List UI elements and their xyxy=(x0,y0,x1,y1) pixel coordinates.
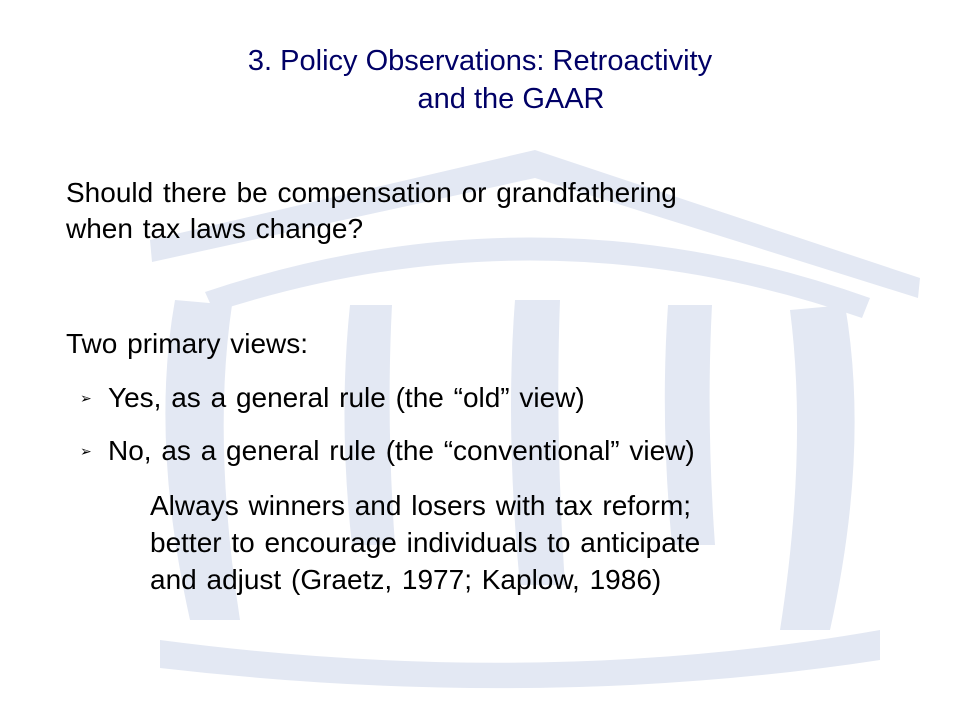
views-heading: Two primary views: xyxy=(66,328,309,359)
slide-title xyxy=(160,42,800,118)
sub-line-2: better to encourage individuals to anticipate xyxy=(150,527,701,558)
question-line-2: when tax laws change? xyxy=(66,213,364,244)
sub-line-3: and adjust (Graetz, 1977; Kaplow, 1986) xyxy=(150,564,662,595)
bullet-item-no xyxy=(80,433,695,469)
title-line-2: and the GAAR xyxy=(417,83,605,115)
arrowhead-bullet-icon: ➢ xyxy=(80,390,92,406)
bullet-text: No, as a general rule (the “conventional” view) xyxy=(108,435,695,466)
title-line-1: 3. Policy Observations: Retroactivity xyxy=(247,45,713,77)
arrowhead-bullet-icon: ➢ xyxy=(80,443,92,459)
question-line-1: Should there be compensation or grandfathering xyxy=(66,177,677,208)
bullet-text: Yes, as a general rule (the “old” view) xyxy=(108,382,585,413)
question-text xyxy=(66,175,886,247)
sub-line-1: Always winners and losers with tax reform; xyxy=(150,490,692,521)
sub-paragraph xyxy=(150,487,910,598)
bullet-item-yes xyxy=(80,380,585,416)
